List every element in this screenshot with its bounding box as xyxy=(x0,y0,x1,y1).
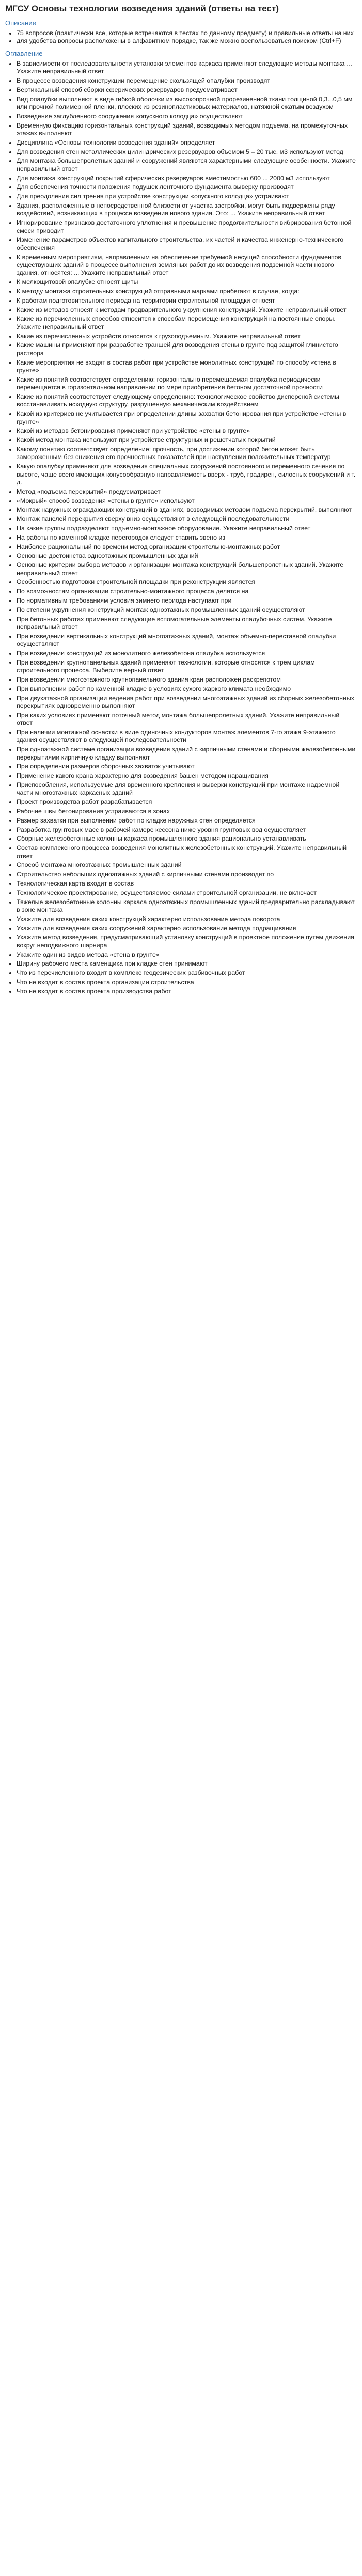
outline-item[interactable]: • Технологическая карта входит в состав xyxy=(17,880,357,888)
outline-item[interactable]: • По нормативным требованиям условия зимнего периода наступают при xyxy=(17,597,357,605)
outline-item[interactable]: • К мелкощитовой опалубке относят щиты xyxy=(17,278,357,286)
outline-item[interactable]: • Способ монтажа многоэтажных промышленных зданий xyxy=(17,861,357,869)
outline-item[interactable]: • Особенностью подготовки строительной площадки при реконструкции является xyxy=(17,578,357,586)
outline-item[interactable]: • Какие мероприятия не входят в состав работ при устройстве монолитных конструкций по способу «стена в грунте» xyxy=(17,359,357,375)
outline-item[interactable]: • Для монтажа большепролетных зданий и сооружений являются характерными следующие особенности. Укажите неправильный ответ xyxy=(17,157,357,173)
outline-item[interactable]: • Технологическое проектирование, осуществляемое силами строительной организации, не включает xyxy=(17,889,357,897)
outline-item[interactable]: • Какую опалубку применяют для возведения специальных сооружений постоянного и переменного сечения по высоте, чаще всего имеющих конусообразную направляемость вверх - труб, градирен, силосных сооружений и т. д. xyxy=(17,463,357,486)
outline-item[interactable]: • Приспособления, используемые для временного крепления и выверки конструкций при монтаже надземной части многоэтажных каркасных зданий xyxy=(17,781,357,797)
outline-item[interactable]: • Какие из перечисленных способов относится к способам перемещения конструкций на постоянные опоры. Укажите неправильный ответ xyxy=(17,315,357,331)
outline-item[interactable]: • Вертикальный способ сборки сферических резервуаров предусматривает xyxy=(17,86,357,94)
outline-item[interactable]: • Какие из понятий соответствует следующему определению: технологическое свойство дисперсной системы восстанавливать исходную структуру, разрушенную механическим воздействием xyxy=(17,393,357,409)
outline-item[interactable]: • При бетонных работах применяют следующие вспомогательные элементы опалубочных систем. Укажите неправильный ответ xyxy=(17,615,357,631)
outline-item[interactable]: • При возведении крупнопанельных зданий применяют технологии, которые относятся к трем циклам строительного процесса. Выберите верный ответ xyxy=(17,659,357,675)
document xyxy=(0,0,362,1004)
outline-item[interactable]: • Что не входит в состав проекта производства работ xyxy=(17,988,357,995)
outline-item[interactable]: • В процессе возведения конструкции перемещение скользящей опалубки производят xyxy=(17,77,357,85)
outline-item[interactable]: • На работы по каменной кладке перегородок следует ставить звено из xyxy=(17,534,357,542)
outline-item[interactable]: • Укажите один из видов метода «стена в грунте» xyxy=(17,951,357,959)
description-heading: Описание xyxy=(5,19,36,27)
outline-item[interactable]: • При одноэтажной системе организации возведения зданий с кирпичными стенами и сборными железобетонными перекрытиями кирпичную кладку выполняют xyxy=(17,746,357,762)
outline-item[interactable]: • Для возведения стен металлических цилиндрических резервуаров объемом 5 – 20 тыс. м3 используют метод xyxy=(17,148,357,156)
outline-item[interactable]: • При определении размеров сборочных захваток учитывают xyxy=(17,763,357,770)
outline-item[interactable]: • Применение какого крана характерно для возведения башен методом наращивания xyxy=(17,772,357,780)
outline-item[interactable]: • Вид опалубки выполняют в виде гибкой оболочки из высокопрочной прорезиненной ткани толщиной 0,3...0,5 мм или прочной полимерной пленки, плоских из резинопластиковых материалов, натяжной сжатым воздухом xyxy=(17,96,357,112)
outline-item[interactable]: • Временную фиксацию горизонтальных конструкций зданий, возводимых методом подъема, на промежуточных этажах выполняют xyxy=(17,122,357,138)
outline-item[interactable]: • К работам подготовительного периода на территории строительной площадки относят xyxy=(17,297,357,305)
description-item: • для удобства вопросы расположены в алфавитном порядке, так же можно воспользоваться поиском (Ctrl+F) xyxy=(17,37,357,45)
outline-item[interactable]: • Какой из методов бетонирования применяют при устройстве «стены в грунте» xyxy=(17,427,357,435)
outline-item[interactable]: • Какие машины применяют при разработке траншей для возведения стены в грунте под защитой глинистого раствора xyxy=(17,341,357,357)
outline-item[interactable]: • В зависимости от последовательности установки элементов каркаса применяют следующие методы монтажа … Укажите неправильный ответ xyxy=(17,60,357,76)
outline-item[interactable]: • Здания, расположенные в непосредственной близости от участка застройки, могут быть подвержены ряду воздействий, возникающих в процессе возведения нового здания. Это: ... Укажите неправильный ответ xyxy=(17,202,357,218)
outline-item[interactable]: • Сборные железобетонные колонны каркаса промышленного здания рационально устанавливать xyxy=(17,835,357,843)
outline-item[interactable]: • Что не входит в состав проекта организации строительства xyxy=(17,978,357,986)
outline-item[interactable]: • Основные критерии выбора методов и организации монтажа конструкций большепролетных зданий. Укажите неправильный ответ xyxy=(17,561,357,577)
outline-item[interactable]: • Что из перечисленного входит в комплекс геодезических разбивочных работ xyxy=(17,969,357,977)
outline-item[interactable]: • При возведении многоэтажного крупнопанельного здания кран расположен раскрепотом xyxy=(17,676,357,684)
outline-item[interactable]: • Строительство небольших одноэтажных зданий с кирпичными стенами производят по xyxy=(17,871,357,878)
outline-list xyxy=(5,60,357,995)
outline-item[interactable]: • При выполнении работ по каменной кладке в условиях сухого жаркого климата необходимо xyxy=(17,685,357,693)
outline-item[interactable]: • Рабочие швы бетонирования устраиваются в зонах xyxy=(17,808,357,815)
outline-item[interactable]: • При возведении вертикальных конструкций многоэтажных зданий, монтаж объемно-переставной опалубки осуществляют xyxy=(17,633,357,649)
outline-item[interactable]: • На какие группы подразделяют подъемно-монтажное оборудование. Укажите неправильный ответ xyxy=(17,525,357,532)
outline-item[interactable]: • Изменение параметров объектов капитального строительства, их частей и качества инженерно-технического обеспечения xyxy=(17,236,357,252)
outline-item[interactable]: • Какие из перечисленных устройств относятся к грузоподъемным. Укажите неправильный ответ xyxy=(17,333,357,340)
outline-item[interactable]: • Какие из понятий соответствует определению: горизонтально перемещаемая опалубка периодически перемещается в горизонтальном направлении по мере приобретения бетоном достаточной прочности xyxy=(17,376,357,392)
outline-item[interactable]: • По возможностям организации строительно-монтажного процесса делятся на xyxy=(17,588,357,595)
outline-item[interactable]: • Для обеспечения точности положения подушек ленточного фундамента выверку производят xyxy=(17,183,357,191)
outline-item[interactable]: • Какому понятию соответствует определение: прочность, при достижении которой бетон может быть замороженным без снижения его прочностных показателей при наступлении положительных температур xyxy=(17,446,357,462)
page-title: МГСУ Основы технологии возведения зданий (ответы на тест) xyxy=(5,4,279,13)
outline-item[interactable]: • Монтаж панелей перекрытия сверху вниз осуществляют в следующей последовательности xyxy=(17,515,357,523)
outline-item[interactable]: • Метод «подъема перекрытий» предусматривает xyxy=(17,488,357,496)
outline-item[interactable]: • Размер захватки при выполнении работ по кладке наружных стен определяется xyxy=(17,817,357,825)
outline-item[interactable]: • По степени укрупнения конструкций монтаж одноэтажных промышленных зданий осуществляют xyxy=(17,606,357,614)
outline-item[interactable]: • При возведении конструкций из монолитного железобетона опалубка используется xyxy=(17,650,357,657)
description-list xyxy=(5,29,357,45)
outline-item[interactable]: • Дисциплина «Основы технологии возведения зданий» определяет xyxy=(17,139,357,147)
outline-item[interactable]: • Укажите метод возведения, предусматривающий установку конструкций в проектное положение путем движения вокруг неподвижного шарнира xyxy=(17,934,357,950)
outline-item[interactable]: • Возведение заглубленного сооружения «опускного колодца» осуществляют xyxy=(17,113,357,120)
outline-heading: Оглавление xyxy=(5,49,43,57)
outline-item[interactable]: • Какие из методов относят к методам предварительного укрупнения конструкций. Укажите неправильный ответ xyxy=(17,306,357,314)
description-item: • 75 вопросов (практически все, которые встречаются в тестах по данному предмету) и правильные ответы на них xyxy=(17,29,357,37)
outline-item[interactable]: • Основные достоинства одноэтажных промышленных зданий xyxy=(17,552,357,560)
outline-item[interactable]: • Наиболее рациональный по времени метод организации строительно-монтажных работ xyxy=(17,543,357,551)
outline-item[interactable]: • При каких условиях применяют поточный метод монтажа большепролетных зданий. Укажите неправильный ответ xyxy=(17,712,357,728)
outline-item[interactable]: • Тяжелые железобетонные колонны каркаса одноэтажных промышленных зданий предварительно раскладывают в зоне монтажа xyxy=(17,898,357,914)
outline-item[interactable]: • Разработка грунтовых масс в рабочей камере кессона ниже уровня грунтовых вод осуществляет xyxy=(17,826,357,834)
outline-item[interactable]: • К методу монтажа строительных конструкций отправными марками прибегают в случае, когда: xyxy=(17,288,357,295)
outline-item[interactable]: • К временным мероприятиям, направленным на обеспечение требуемой несущей способности фундаментов существующих зданий в процессе выполнения земляных работ до их возведения подземной части нового здания, относятся: ... Укажите неправильный ответ xyxy=(17,254,357,277)
outline-item[interactable]: • Какой из критериев не учитывается при определении длины захватки бетонирования при устройстве «стены в грунте» xyxy=(17,410,357,426)
outline-item[interactable]: • Ширину рабочего места каменщика при кладке стен принимают xyxy=(17,960,357,968)
outline-item[interactable]: • При двухэтажной организации ведения работ при возведении многоэтажных зданий из сборных железобетонных перекрытиях одновременно выполняют xyxy=(17,694,357,710)
outline-item[interactable]: • Состав комплексного процесса возведения монолитных железобетонных конструкций. Укажите неправильный ответ xyxy=(17,844,357,860)
outline-item[interactable]: • Монтаж наружных ограждающих конструкций в зданиях, возводимых методом подъема перекрытий, выполняют xyxy=(17,506,357,514)
outline-item[interactable]: • Для монтажа конструкций покрытий сферических резервуаров вместимостью 600 ... 2000 м3 используют xyxy=(17,175,357,182)
outline-item[interactable]: • При наличии монтажной оснастки в виде одиночных кондукторов монтаж элементов 7-го этажа 9-этажного здания осуществляют в следующей последовательности xyxy=(17,729,357,745)
outline-item[interactable]: • Игнорирование признаков достаточного уплотнения и превышение продолжительности вибрирования бетонной смеси приводит xyxy=(17,219,357,235)
outline-item[interactable]: • Для преодоления сил трения при устройстве конструкции «опускного колодца» устраивают xyxy=(17,193,357,200)
outline-item[interactable]: • Проект производства работ разрабатывается xyxy=(17,798,357,806)
outline-item[interactable]: • Какой метод монтажа используют при устройстве структурных и решетчатых покрытий xyxy=(17,436,357,444)
outline-item[interactable]: • Укажите для возведения каких конструкций характерно использование метода поворота xyxy=(17,915,357,923)
outline-item[interactable]: • «Мокрый» способ возведения «стены в грунте» используют xyxy=(17,497,357,505)
outline-item[interactable]: • Укажите для возведения каких сооружений характерно использование метода подращивания xyxy=(17,925,357,933)
